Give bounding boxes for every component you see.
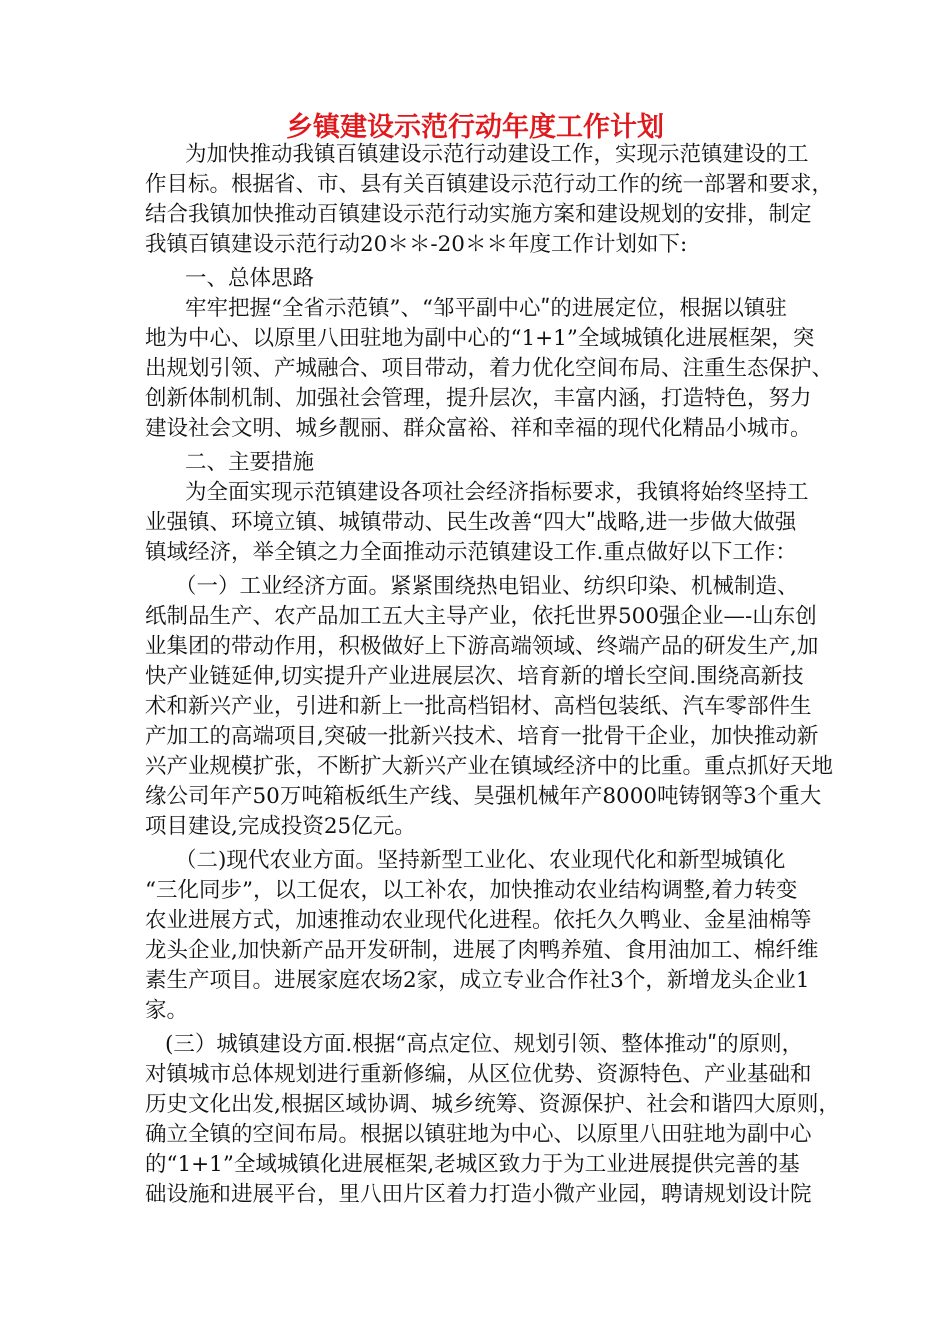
body-text-line: 建设社会文明、城乡靓丽、群众富裕、祥和幸福的现代化精品小城市。 [145, 416, 812, 441]
body-text-line: 一、总体思路 [185, 266, 315, 291]
body-text-line: 二、主要措施 [185, 450, 315, 475]
body-text-line: (三）城镇建设方面.根据“高点定位、规划引领、整体推动ʺ的原则， [165, 1032, 804, 1057]
body-text-line: 产加工的高端项目,突破一批新兴技术、培育一批骨干企业，加快推动新 [145, 724, 819, 749]
body-text-line: 家。 [145, 998, 189, 1023]
body-text-line: 结合我镇加快推动百镇建设示范行动实施方案和建设规划的安排，制定 [145, 202, 812, 227]
body-text-line: 作目标。根据省、市、县有关百镇建设示范行动工作的统一部署和要求， [145, 172, 834, 197]
body-text-line: 牢牢把握“全省示范镇”、“邹平副中心ʺ的进展定位，根据以镇驻 [185, 296, 787, 321]
body-text-line: 创新体制机制、加强社会管理，提升层次，丰富内涵，打造特色，努力 [145, 386, 812, 411]
body-text-line: 的“1+1”全域城镇化进展框架,老城区致力于为工业进展提供完善的基 [145, 1152, 800, 1177]
body-text-line: （二)现代农业方面。坚持新型工业化、农业现代化和新型城镇化 [175, 848, 786, 873]
body-text-line: 业集团的带动作用，积极做好上下游高端领域、终端产品的研发生产,加 [145, 634, 819, 659]
body-text-line: “三化同步”，以工促农，以工补农，加快推动农业结构调整,着力转变 [145, 878, 798, 903]
document-title: 乡镇建设示范行动年度工作计划 [286, 112, 664, 143]
body-text-line: 术和新兴产业，引进和新上一批高档铝材、高档包装纸、汽车零部件生 [145, 694, 812, 719]
body-text-line: 农业进展方式，加速推动农业现代化进程。依托久久鸭业、金星油棉等 [145, 908, 812, 933]
body-text-line: 础设施和进展平台，里八田片区着力打造小微产业园，聘请规划设计院 [145, 1182, 812, 1207]
body-text-line: 为全面实现示范镇建设各项社会经济指标要求，我镇将始终坚持工 [185, 480, 809, 505]
body-text-line: 纸制品生产、农产品加工五大主导产业，依托世界500强企业—-山东创 [145, 604, 817, 629]
body-text-line: 素生产项目。进展家庭农场2家，成立专业合作社3个，新增龙头企业1 [145, 968, 810, 993]
body-text-line: 我镇百镇建设示范行动20＊＊-20＊＊年度工作计划如下: [145, 232, 688, 257]
body-text-line: 镇域经济，举全镇之力全面推动示范镇建设工作.重点做好以下工作： [145, 540, 797, 565]
body-text-line: 对镇城市总体规划进行重新修编，从区位优势、资源特色、产业基础和 [145, 1062, 812, 1087]
body-text-line: 快产业链延伸,切实提升产业进展层次、培育新的增长空间.围绕高新技 [145, 664, 804, 689]
body-text-line: 为加快推动我镇百镇建设示范行动建设工作，实现示范镇建设的工 [185, 142, 809, 167]
body-text-line: （一）工业经济方面。紧紧围绕热电铝业、纺织印染、机械制造、 [175, 574, 799, 599]
body-text-line: 兴产业规模扩张，不断扩大新兴产业在镇域经济中的比重。重点抓好天地 [145, 754, 834, 779]
body-text-line: 龙头企业,加快新产品开发研制，进展了肉鸭养殖、食用油加工、棉纤维 [145, 938, 819, 963]
body-text-line: 业强镇、环境立镇、城镇带动、民生改善“四大ʺ战略,进一步做大做强 [145, 510, 797, 535]
body-text-line: 项目建设,完成投资25亿元。 [145, 814, 416, 839]
body-text-line: 地为中心、以原里八田驻地为副中心的“1+1”全域城镇化进展框架，突 [145, 326, 815, 351]
body-text-line: 确立全镇的空间布局。根据以镇驻地为中心、以原里八田驻地为副中心 [145, 1122, 812, 1147]
body-text-line: 历史文化出发,根据区域协调、城乡统筹、资源保护、社会和谐四大原则， [145, 1092, 840, 1117]
body-text-line: 缘公司年产50万吨箱板纸生产线、昊强机械年产8000吨铸钢等3个重大 [145, 784, 822, 809]
body-text-line: 出规划引领、产城融合、项目带动，着力优化空间布局、注重生态保护、 [145, 356, 834, 381]
